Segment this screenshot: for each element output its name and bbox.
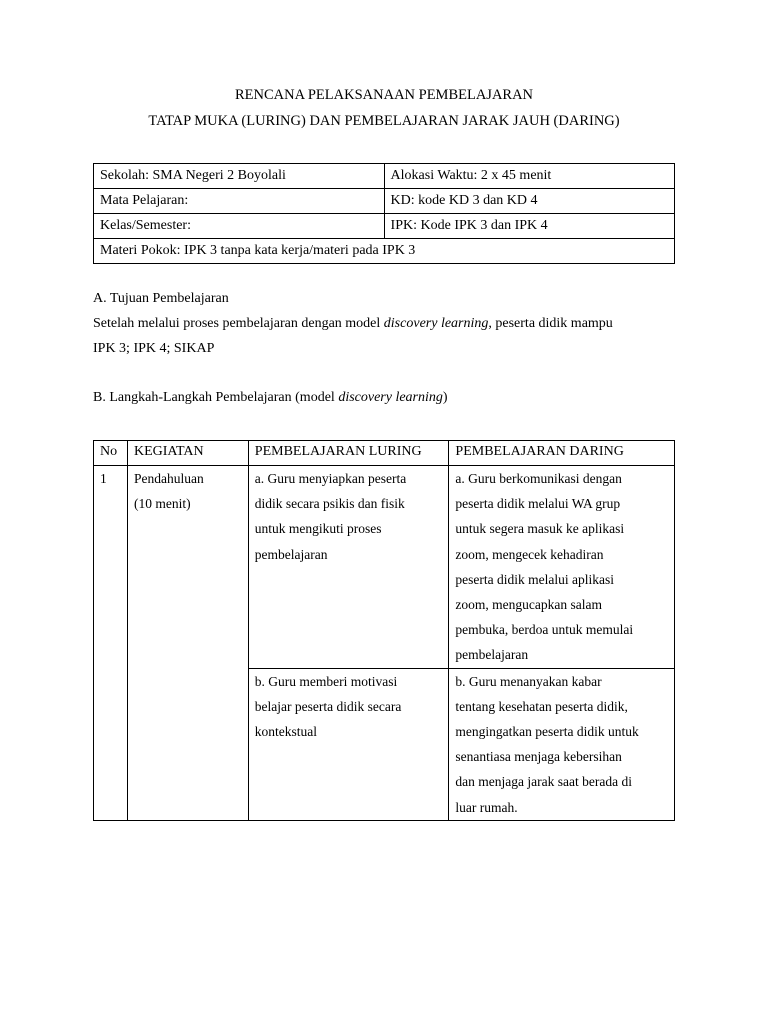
daring-b-line: luar rumah. [455,799,518,815]
section-a-text-pre: Setelah melalui proses pembelajaran dengan model [93,316,384,331]
luring-a-line: untuk mengikuti proses [254,521,382,537]
daring-a-cell [449,466,675,669]
daring-a-line: peserta didik melalui WA grup [455,496,621,512]
class-semester-cell: Kelas/Semester: [94,214,385,239]
steps-table [93,440,675,821]
header-daring: PEMBELAJARAN DARING [449,441,675,466]
subject-cell: Mata Pelajaran: [94,189,385,214]
school-cell: Sekolah: SMA Negeri 2 Boyolali [94,164,385,189]
daring-b-line: tentang kesehatan peserta didik, [455,698,628,714]
daring-b-line: dan menjaga jarak saat berada di [455,774,632,790]
daring-a-line: untuk segera masuk ke aplikasi [455,521,625,537]
daring-a-line: pembuka, berdoa untuk memulai [455,622,634,638]
daring-a-line: a. Guru berkomunikasi dengan [455,471,622,486]
daring-a-line: pembelajaran [455,647,529,663]
header-no: No [94,441,128,466]
section-a-text [93,312,613,336]
daring-b-line: b. Guru menanyakan kabar [455,673,602,689]
luring-b-cell [248,668,449,820]
table-row [94,466,675,669]
header-kegiatan: KEGIATAN [127,441,248,466]
luring-a-cell [248,466,449,669]
section-b-heading-pre: B. Langkah-Langkah Pembelajaran (model [93,390,339,405]
section-b-heading [93,386,448,410]
document-title: RENCANA PELAKSANAAN PEMBELAJARAN [234,87,534,103]
luring-b-line: kontekstual [254,724,318,740]
time-allocation-cell: Alokasi Waktu: 2 x 45 menit [384,164,674,189]
header-luring: PEMBELAJARAN LURING [248,441,449,466]
section-b-heading-post: ) [442,390,448,405]
daring-a-line: zoom, mengucapkan salam [455,597,602,613]
daring-b-line: senantiasa menjaga kebersihan [455,749,622,765]
info-table [93,163,675,264]
activity-cell [127,466,248,821]
luring-b-line: belajar peserta didik secara [254,698,402,714]
row-number: 1 [94,466,128,821]
main-material-cell: Materi Pokok: IPK 3 tanpa kata kerja/materi pada IPK 3 [94,239,675,264]
activity-name: Pendahuluan [133,471,204,486]
section-a-text-post: , peserta didik mampu [488,316,613,331]
daring-a-line: peserta didik melalui aplikasi [455,571,615,587]
section-a-heading: A. Tujuan Pembelajaran [93,291,229,306]
activity-duration: (10 menit) [133,496,191,512]
section-b-heading-em: discovery learning [338,390,443,405]
kd-cell: KD: kode KD 3 dan KD 4 [384,189,674,214]
daring-a-line: zoom, mengecek kehadiran [455,546,604,562]
section-a-line2: IPK 3; IPK 4; SIKAP [93,341,215,356]
luring-b-line: b. Guru memberi motivasi [254,673,398,689]
daring-b-line: mengingatkan peserta didik untuk [455,724,639,740]
document-subtitle: TATAP MUKA (LURING) DAN PEMBELAJARAN JARAK JAUH (DARING) [148,113,620,129]
luring-a-line: pembelajaran [254,546,328,562]
luring-a-line: didik secara psikis dan fisik [254,496,405,512]
section-a-text-em: discovery learning [383,316,489,331]
luring-a-line: a. Guru menyiapkan peserta [254,471,407,486]
daring-b-cell [449,668,675,820]
ipk-cell: IPK: Kode IPK 3 dan IPK 4 [384,214,674,239]
